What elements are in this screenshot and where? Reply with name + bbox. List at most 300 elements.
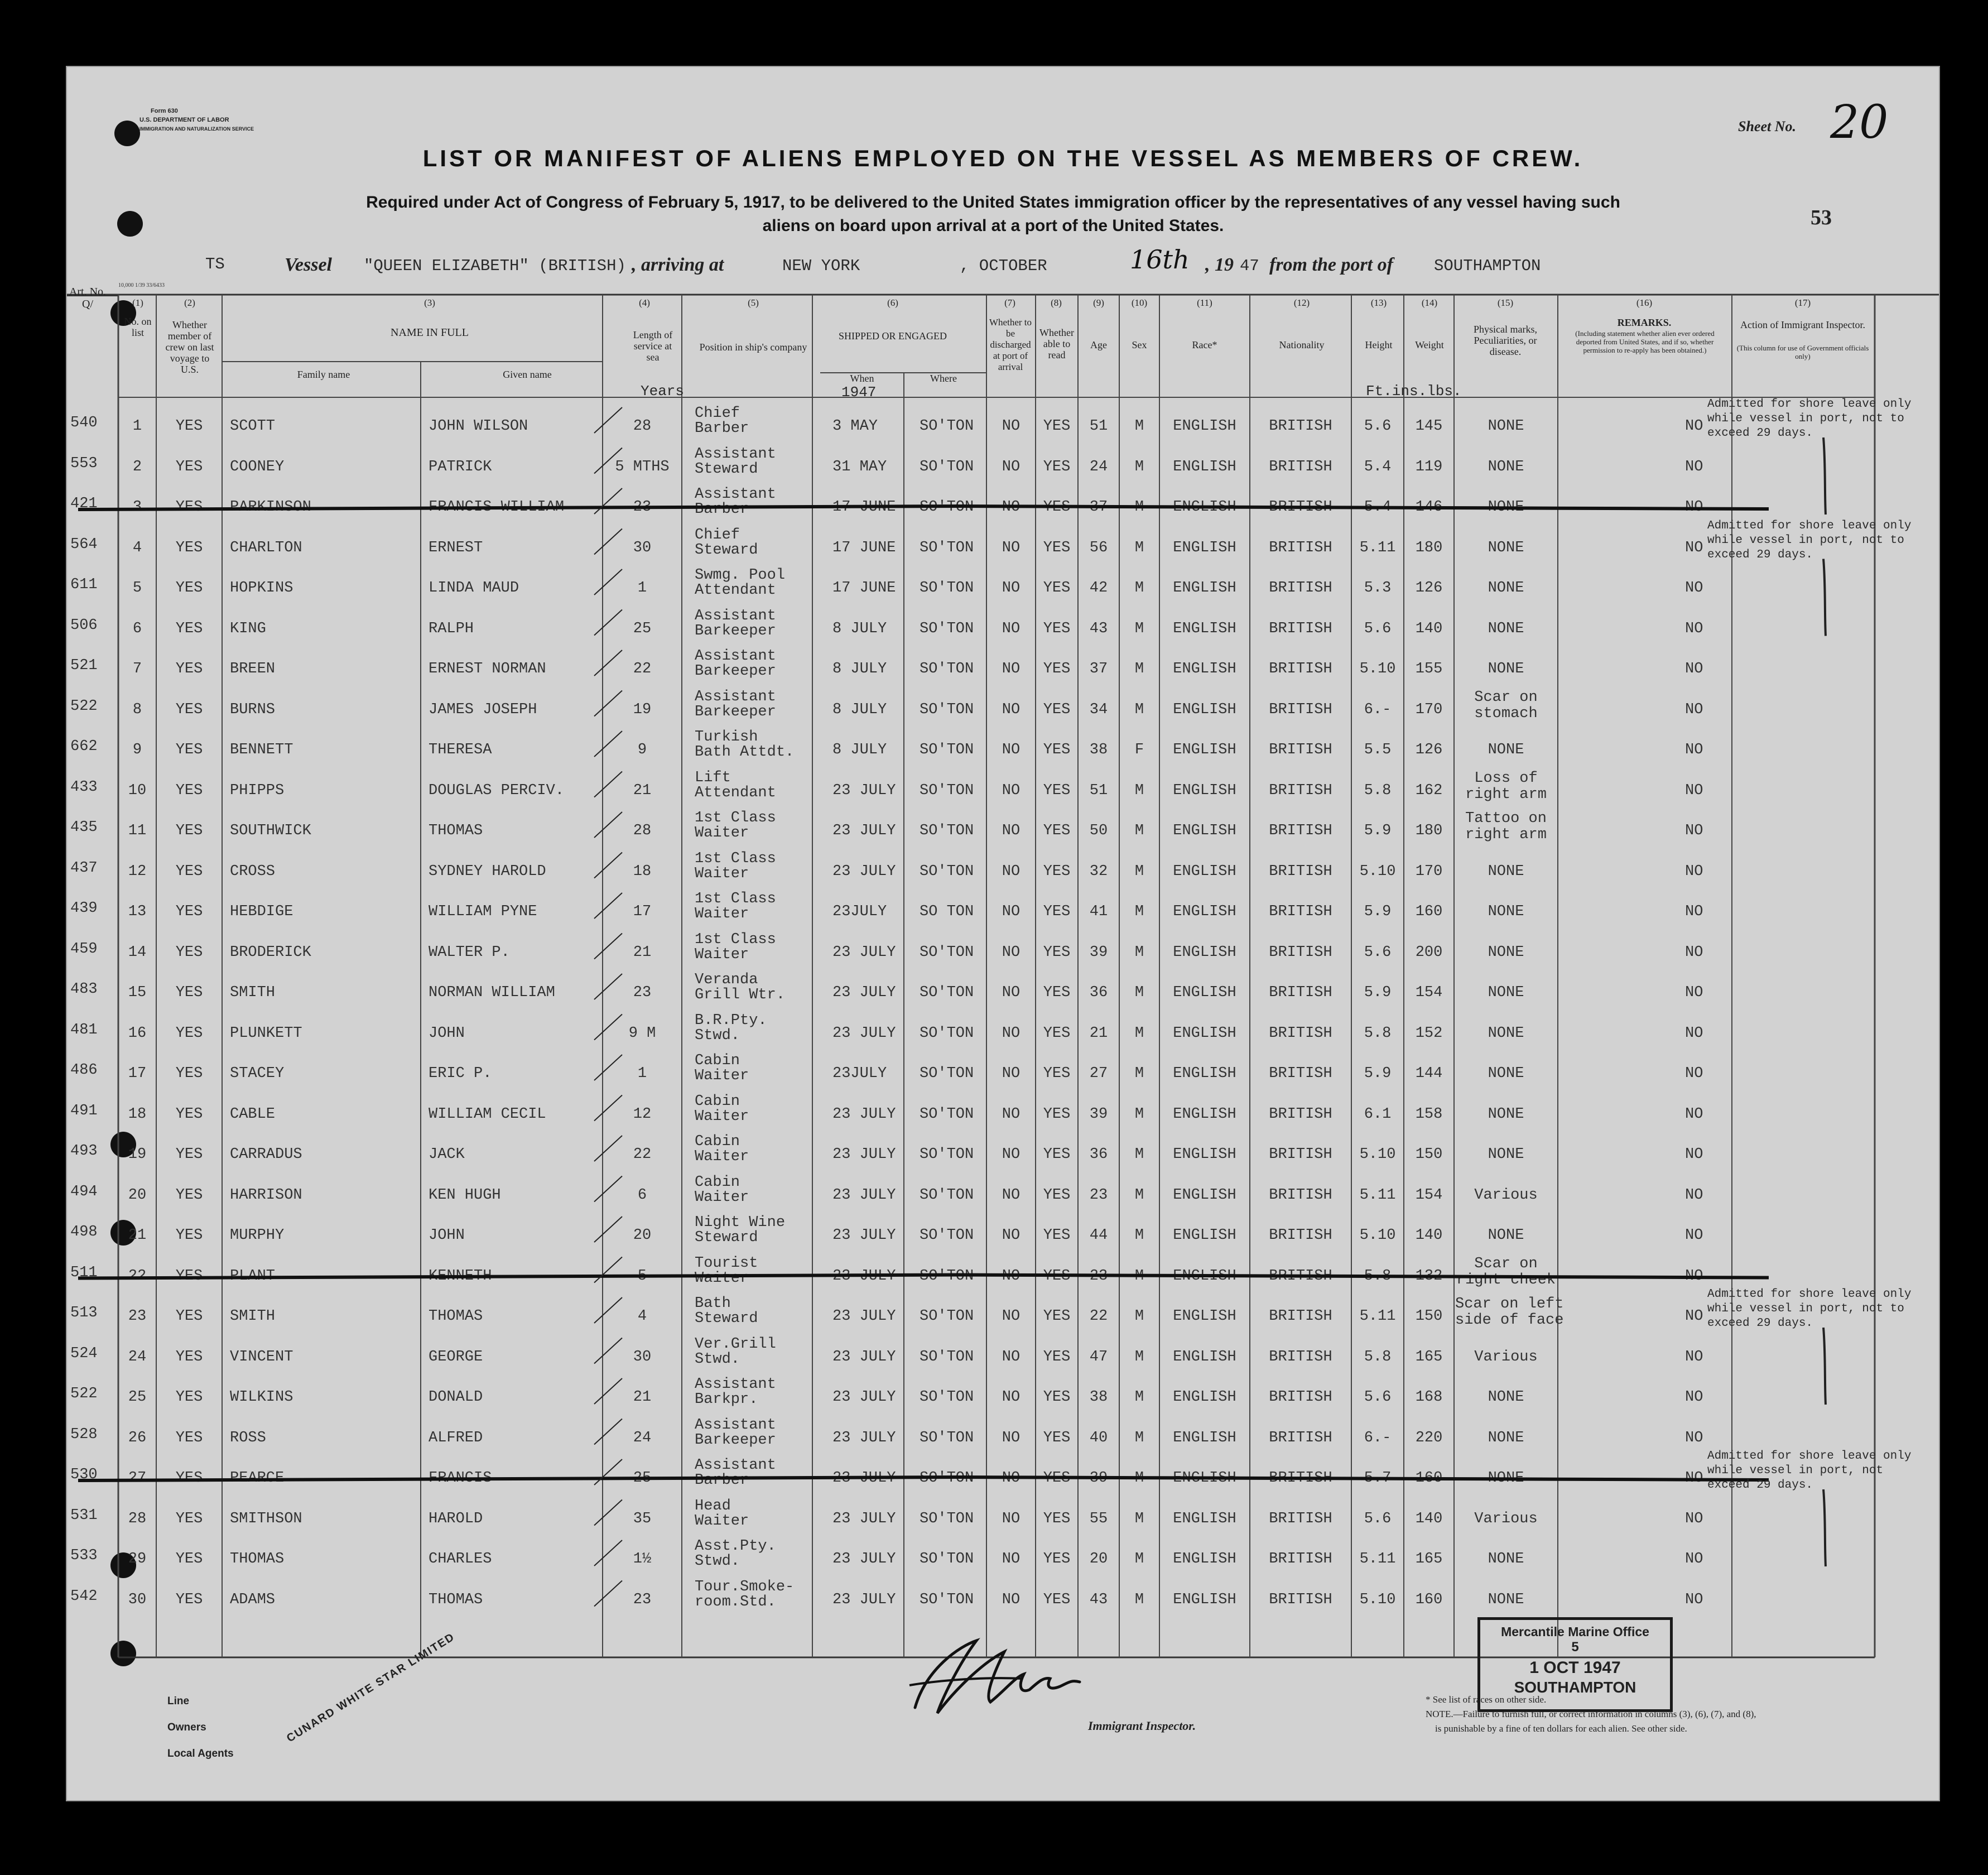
sex: M [1134, 1227, 1144, 1244]
shipped-where: SO TON [920, 903, 974, 920]
list-number: 3 [132, 499, 142, 516]
page-number: 53 [1811, 206, 1832, 229]
col-5-number: (5) [748, 297, 759, 308]
physical-marks-line: side of face [1455, 1312, 1564, 1329]
shipped-where: SO'TON [920, 1267, 974, 1285]
tick-mark [594, 893, 622, 919]
discharge-at-port: NO [1002, 1308, 1021, 1325]
nationality: BRITISH [1269, 1551, 1332, 1568]
nationality: BRITISH [1269, 1429, 1332, 1446]
able-to-read: YES [1043, 1348, 1071, 1366]
col-11-header: Race* [1192, 339, 1217, 350]
sex: M [1134, 499, 1144, 516]
physical-marks-line: NONE [1488, 1227, 1524, 1244]
sex: M [1134, 418, 1144, 435]
shore-leave-note-line: exceed 29 days. [1707, 548, 1813, 561]
sex: M [1134, 701, 1144, 718]
length-of-service: 21 [633, 782, 652, 799]
sex: M [1134, 782, 1144, 799]
sex: M [1134, 984, 1144, 1001]
shipped-where: SO'TON [920, 418, 974, 435]
tick-mark [594, 974, 622, 999]
able-to-read: YES [1043, 823, 1071, 839]
weight: 170 [1415, 701, 1443, 718]
stamp-place: SOUTHAMPTON [1514, 1679, 1636, 1696]
tick-mark [594, 488, 622, 514]
sex: M [1134, 458, 1144, 475]
height: 5.6 [1364, 620, 1392, 637]
weight: 140 [1415, 1227, 1443, 1244]
age: 55 [1089, 1510, 1108, 1527]
given-name: THOMAS [429, 823, 483, 839]
col-10-header: Sex [1132, 339, 1147, 350]
family-name: CABLE [230, 1105, 276, 1123]
nationality: BRITISH [1269, 1510, 1332, 1527]
able-to-read: YES [1043, 1551, 1071, 1568]
list-number: 30 [128, 1591, 147, 1608]
age: 47 [1089, 1348, 1108, 1366]
col-8-number: (8) [1051, 297, 1062, 308]
remarks: NO [1685, 620, 1703, 637]
subtitle-line: aliens on board upon arrival at a port of the United States. [762, 217, 1224, 235]
shipped-when: 23 JULY [832, 1591, 896, 1608]
ship-position-line: Barber [695, 420, 749, 437]
ship-position-line: Chief [695, 526, 740, 544]
family-name: BENNETT [230, 742, 293, 758]
remarks: NO [1685, 539, 1703, 556]
tick-mark [594, 1176, 622, 1202]
physical-marks-line: Scar on [1474, 1255, 1538, 1272]
able-to-read: YES [1043, 418, 1071, 435]
art-number: 483 [70, 981, 98, 998]
tick-mark [594, 1297, 622, 1323]
age: 23 [1089, 1186, 1108, 1204]
family-name: PEARCE [230, 1470, 285, 1487]
art-number: 439 [70, 900, 98, 917]
list-number: 11 [128, 823, 147, 839]
race: ENGLISH [1173, 418, 1236, 435]
ship-position-line: Steward [695, 1229, 758, 1246]
remarks: NO [1685, 1186, 1703, 1204]
length-of-service: 1 [637, 580, 647, 597]
family-name: CHARLTON [230, 539, 302, 556]
shipped-where: SO'TON [920, 458, 974, 475]
ship-position-line: Barber [695, 1472, 749, 1489]
length-of-service: 21 [633, 944, 652, 961]
crew-last-voyage: YES [175, 1429, 203, 1446]
height: 5.4 [1364, 499, 1392, 516]
given-name: THOMAS [429, 1308, 483, 1325]
page-title: LIST OR MANIFEST OF ALIENS EMPLOYED ON THE VESSEL AS MEMBERS OF CREW. [422, 145, 1583, 171]
height: 5.6 [1364, 418, 1392, 435]
shipped-year: 1947 [841, 384, 877, 401]
age: 51 [1089, 418, 1108, 435]
length-of-service: 12 [633, 1105, 652, 1123]
sex: M [1134, 1389, 1144, 1406]
able-to-read: YES [1043, 782, 1071, 799]
col-2-number: (2) [184, 297, 195, 308]
list-number: 29 [128, 1551, 147, 1568]
tick-mark [594, 1459, 622, 1485]
art-number: 522 [70, 1386, 98, 1402]
weight: 140 [1415, 620, 1443, 637]
strike-through-line [78, 506, 1769, 509]
length-of-service: 19 [633, 701, 652, 718]
remarks: NO [1685, 418, 1703, 435]
height: 5.9 [1364, 903, 1392, 920]
discharge-at-port: NO [1002, 1186, 1021, 1204]
tick-mark [594, 1540, 622, 1566]
shipped-where: SO'TON [920, 742, 974, 758]
shipped-when: 23 JULY [832, 1186, 896, 1204]
family-name: PLUNKETT [230, 1025, 302, 1042]
remarks: NO [1685, 742, 1703, 758]
ship-position-line: Head [695, 1497, 731, 1515]
shipped-where: SO'TON [920, 1591, 974, 1608]
tick-mark [594, 731, 622, 757]
list-number: 22 [128, 1267, 147, 1285]
ship-position-line: Chief [695, 405, 740, 422]
shipped-when: 23 JULY [832, 782, 896, 799]
race-note: * See list of races on other side. [1426, 1694, 1547, 1705]
year-suffix: 47 [1240, 257, 1259, 275]
shipped-when: 23JULY [832, 1065, 887, 1082]
crew-last-voyage: YES [175, 1105, 203, 1123]
family-name: SMITH [230, 984, 276, 1001]
discharge-at-port: NO [1002, 1065, 1021, 1082]
able-to-read: YES [1043, 984, 1071, 1001]
height: 5.3 [1364, 580, 1392, 597]
height: 6.- [1364, 701, 1392, 718]
ship-position-line: Tourist [695, 1254, 758, 1272]
print-code: 10,000 1/39 33/6433 [118, 282, 165, 289]
shipped-where: SO'TON [920, 1146, 974, 1163]
ship-position-line: Barkeeper [695, 622, 776, 640]
given-name: ERNEST NORMAN [429, 661, 546, 677]
race: ENGLISH [1173, 903, 1236, 920]
ship-position-line: Swmg. Pool [695, 567, 786, 584]
given-name: ALFRED [429, 1429, 483, 1446]
remarks: NO [1685, 580, 1703, 597]
able-to-read: YES [1043, 539, 1071, 556]
height: 5.6 [1364, 1389, 1392, 1406]
penalty-note-line2: is punishable by a fine of ten dollars for each alien. See other side. [1435, 1723, 1687, 1734]
nationality: BRITISH [1269, 1065, 1332, 1082]
ship-position-line: Night Wine [695, 1214, 786, 1231]
race: ENGLISH [1173, 1227, 1236, 1244]
list-number: 23 [128, 1308, 147, 1325]
remarks: NO [1685, 1025, 1703, 1042]
vessel-name: "QUEEN ELIZABETH" (BRITISH) [364, 257, 626, 275]
given-name: JOHN [429, 1025, 465, 1042]
discharge-at-port: NO [1002, 903, 1021, 920]
age: 36 [1089, 1146, 1108, 1163]
ship-position-line: room.Std. [695, 1593, 776, 1610]
shore-leave-note-line: Admitted for shore leave only [1707, 519, 1912, 532]
family-name: SMITH [230, 1308, 276, 1325]
family-name: HOPKINS [230, 580, 293, 597]
list-number: 6 [132, 620, 142, 637]
col-11-number: (11) [1197, 297, 1212, 308]
stamp-number: 5 [1571, 1640, 1579, 1655]
length-of-service: 17 [633, 903, 652, 920]
shore-leave-note-line: while vessel in port, not [1707, 1464, 1884, 1477]
age: 41 [1089, 903, 1108, 920]
col-6-header: SHIPPED OR ENGAGED [838, 330, 947, 342]
remarks: NO [1685, 1227, 1703, 1244]
shipped-where: SO'TON [920, 1105, 974, 1123]
list-number: 9 [132, 742, 142, 758]
shore-leave-note-line: Admitted for shore leave only [1707, 398, 1912, 411]
length-of-service: 22 [633, 661, 652, 677]
list-number: 1 [132, 418, 142, 435]
crew-last-voyage: YES [175, 458, 203, 475]
physical-marks-line: NONE [1488, 418, 1524, 435]
physical-marks-line: Various [1474, 1348, 1538, 1366]
physical-marks-line: NONE [1488, 499, 1524, 516]
physical-marks-line: right cheek [1456, 1271, 1556, 1289]
list-number: 27 [128, 1470, 147, 1487]
shore-leave-note-line: while vessel in port, not to [1707, 1302, 1904, 1315]
family-name: BURNS [230, 701, 276, 718]
discharge-at-port: NO [1002, 1470, 1021, 1487]
physical-marks-line: NONE [1488, 1470, 1524, 1487]
col-15-header: Physical marks, Peculiarities, or disease. [1474, 324, 1537, 357]
ship-position-line: Assistant [695, 607, 776, 624]
discharge-at-port: NO [1002, 742, 1021, 758]
vertical-pen-stroke [1823, 559, 1826, 636]
length-of-service: 30 [633, 539, 652, 556]
arrival-day: 16th [1130, 244, 1190, 275]
weight: 158 [1415, 1105, 1443, 1123]
shipped-where: SO'TON [920, 863, 974, 880]
crew-last-voyage: YES [175, 1470, 203, 1487]
race: ENGLISH [1173, 1146, 1236, 1163]
family-name: ADAMS [230, 1591, 276, 1608]
col-3-header: NAME IN FULL [391, 326, 469, 339]
crew-last-voyage: YES [175, 984, 203, 1001]
discharge-at-port: NO [1002, 1429, 1021, 1446]
given-name: KEN HUGH [429, 1186, 501, 1204]
remarks: NO [1685, 661, 1703, 677]
nationality: BRITISH [1269, 539, 1332, 556]
art-number: 486 [70, 1062, 98, 1079]
arrival-month: , OCTOBER [960, 257, 1047, 275]
ship-position-line: B.R.Pty. [695, 1012, 767, 1029]
crew-last-voyage: YES [175, 782, 203, 799]
age: 38 [1089, 1389, 1108, 1406]
family-name: WILKINS [230, 1389, 293, 1406]
col-16-header: REMARKS. [1617, 317, 1672, 328]
tick-mark [594, 529, 622, 555]
col-12-header: Nationality [1279, 339, 1325, 350]
shipped-where: SO'TON [920, 1025, 974, 1042]
physical-marks-line: NONE [1488, 1025, 1524, 1042]
nationality: BRITISH [1269, 823, 1332, 839]
ship-position-line: 1st Class [695, 810, 776, 826]
able-to-read: YES [1043, 620, 1071, 637]
race: ENGLISH [1173, 620, 1236, 637]
ship-position-line: 1st Class [695, 931, 776, 948]
ship-position-line: Ver.Grill [695, 1335, 776, 1353]
weight: 126 [1415, 580, 1443, 597]
length-of-service: 23 [633, 499, 652, 516]
local-agents-label: Local Agents [167, 1748, 234, 1759]
given-name: WILLIAM PYNE [429, 903, 537, 920]
col-8-header: Whether able to read [1039, 327, 1074, 360]
height: 6.1 [1364, 1105, 1392, 1123]
family-name: CARRADUS [230, 1146, 302, 1163]
height: 5.10 [1359, 863, 1396, 880]
family-name: PARKINSON [230, 499, 311, 516]
form-number: Form 630 [151, 108, 178, 114]
col-9-number: (9) [1093, 297, 1104, 308]
weight: 168 [1415, 1389, 1443, 1406]
shipped-when: 8 JULY [832, 620, 887, 637]
remarks: NO [1685, 1470, 1703, 1487]
weight: 160 [1415, 1470, 1443, 1487]
length-of-service: 23 [633, 1591, 652, 1608]
discharge-at-port: NO [1002, 1146, 1021, 1163]
list-number: 15 [128, 984, 147, 1001]
remarks: NO [1685, 458, 1703, 475]
sheet-number: 20 [1830, 96, 1889, 149]
length-of-service: 5 MTHS [615, 458, 670, 475]
sex: M [1134, 1105, 1144, 1123]
age: 40 [1089, 1429, 1108, 1446]
ship-position-line: Lift [695, 769, 731, 786]
age: 20 [1089, 1551, 1108, 1568]
art-number: 498 [70, 1224, 98, 1241]
nationality: BRITISH [1269, 1267, 1332, 1285]
shipped-when: 3 MAY [832, 418, 878, 435]
col-14-header: Weight [1415, 339, 1444, 350]
shipped-when: 23 JULY [832, 1105, 896, 1123]
penalty-note-line1: NOTE.—Failure to furnish full, or correct information in columns (3), (6), (7), and (8), [1426, 1709, 1756, 1719]
age: 32 [1089, 863, 1108, 880]
sex: M [1134, 944, 1144, 961]
nationality: BRITISH [1269, 499, 1332, 516]
nationality: BRITISH [1269, 1348, 1332, 1366]
age: 34 [1089, 701, 1108, 718]
physical-marks-line: NONE [1488, 1389, 1524, 1406]
length-of-service: 24 [633, 1429, 652, 1446]
ship-position-line: Grill Wtr. [695, 987, 786, 1003]
art-number: 511 [70, 1264, 98, 1281]
col-4-number: (4) [639, 297, 650, 308]
weight: 200 [1415, 944, 1443, 961]
race: ENGLISH [1173, 1186, 1236, 1204]
length-of-service: 4 [637, 1308, 647, 1325]
art-number: 491 [70, 1102, 98, 1119]
physical-marks-line: Loss of [1474, 770, 1538, 787]
race: ENGLISH [1173, 782, 1236, 799]
shipped-when: 23 JULY [832, 1227, 896, 1244]
ship-position-line: Assistant [695, 1416, 776, 1434]
shore-leave-note-line: exceed 29 days. [1707, 1479, 1813, 1492]
col-6a-header: When [850, 373, 874, 384]
family-name: PLANT [230, 1267, 276, 1285]
able-to-read: YES [1043, 701, 1071, 718]
height: 5.6 [1364, 1510, 1392, 1527]
nationality: BRITISH [1269, 1186, 1332, 1204]
age: 24 [1089, 458, 1108, 475]
race: ENGLISH [1173, 1551, 1236, 1568]
owners-label: Owners [167, 1722, 206, 1733]
shipped-when: 23 JULY [832, 1025, 896, 1042]
age: 37 [1089, 499, 1108, 516]
list-number: 8 [132, 701, 142, 718]
col-2-header: Whether member of crew on last voyage to U.S. [165, 319, 214, 375]
shore-leave-note [1707, 1449, 1911, 1493]
remarks: NO [1685, 1308, 1703, 1325]
departure-port: SOUTHAMPTON [1434, 257, 1541, 275]
line-label: Line [167, 1695, 190, 1707]
ship-position-line: Cabin [695, 1093, 740, 1110]
list-number: 10 [128, 782, 147, 799]
able-to-read: YES [1043, 1389, 1071, 1406]
shipped-where: SO'TON [920, 1227, 974, 1244]
crew-last-voyage: YES [175, 661, 203, 677]
family-name: BRODERICK [230, 944, 311, 961]
given-name: RALPH [429, 620, 474, 637]
age: 23 [1089, 1267, 1108, 1285]
ship-position-line: Waiter [695, 1148, 749, 1165]
sex: F [1134, 742, 1144, 758]
shipped-where: SO'TON [920, 1308, 974, 1325]
physical-marks-line: NONE [1488, 458, 1524, 475]
nationality: BRITISH [1269, 742, 1332, 758]
family-name: HARRISON [230, 1186, 302, 1204]
ship-position-line: Cabin [695, 1174, 740, 1191]
physical-marks-line: right arm [1465, 786, 1547, 803]
weight: 154 [1415, 984, 1443, 1001]
ship-position-line: Attendant [695, 582, 776, 599]
length-of-service: 1½ [633, 1551, 652, 1568]
tick-mark [594, 1419, 622, 1445]
art-number: 513 [70, 1305, 98, 1321]
weight: 180 [1415, 539, 1443, 556]
shore-leave-note-line: while vessel in port, not to [1707, 412, 1904, 425]
nationality: BRITISH [1269, 1470, 1332, 1487]
art-number: 522 [70, 698, 98, 715]
tick-mark [594, 448, 622, 474]
family-name: PHIPPS [230, 782, 285, 799]
crew-last-voyage: YES [175, 1348, 203, 1366]
physical-marks-line: NONE [1488, 863, 1524, 880]
length-of-service: 25 [633, 1470, 652, 1487]
height: 5.9 [1364, 823, 1392, 839]
physical-marks-line: NONE [1488, 580, 1524, 597]
given-name: HAROLD [429, 1510, 483, 1527]
tick-mark [594, 1338, 622, 1364]
art-number: 421 [70, 496, 98, 512]
tick-mark [594, 407, 622, 433]
ship-position-line: Waiter [695, 906, 749, 922]
physical-marks-line: NONE [1488, 903, 1524, 920]
physical-marks-line: stomach [1474, 705, 1538, 722]
crew-last-voyage: YES [175, 539, 203, 556]
manifest-sheet [66, 66, 1940, 1801]
art-number: 481 [70, 1021, 98, 1039]
crew-last-voyage: YES [175, 418, 203, 435]
discharge-at-port: NO [1002, 1591, 1021, 1608]
given-name: ERNEST [429, 539, 483, 556]
discharge-at-port: NO [1002, 1105, 1021, 1123]
height: 5.11 [1359, 1186, 1396, 1204]
length-of-service: 22 [633, 1146, 652, 1163]
discharge-at-port: NO [1002, 1348, 1021, 1366]
